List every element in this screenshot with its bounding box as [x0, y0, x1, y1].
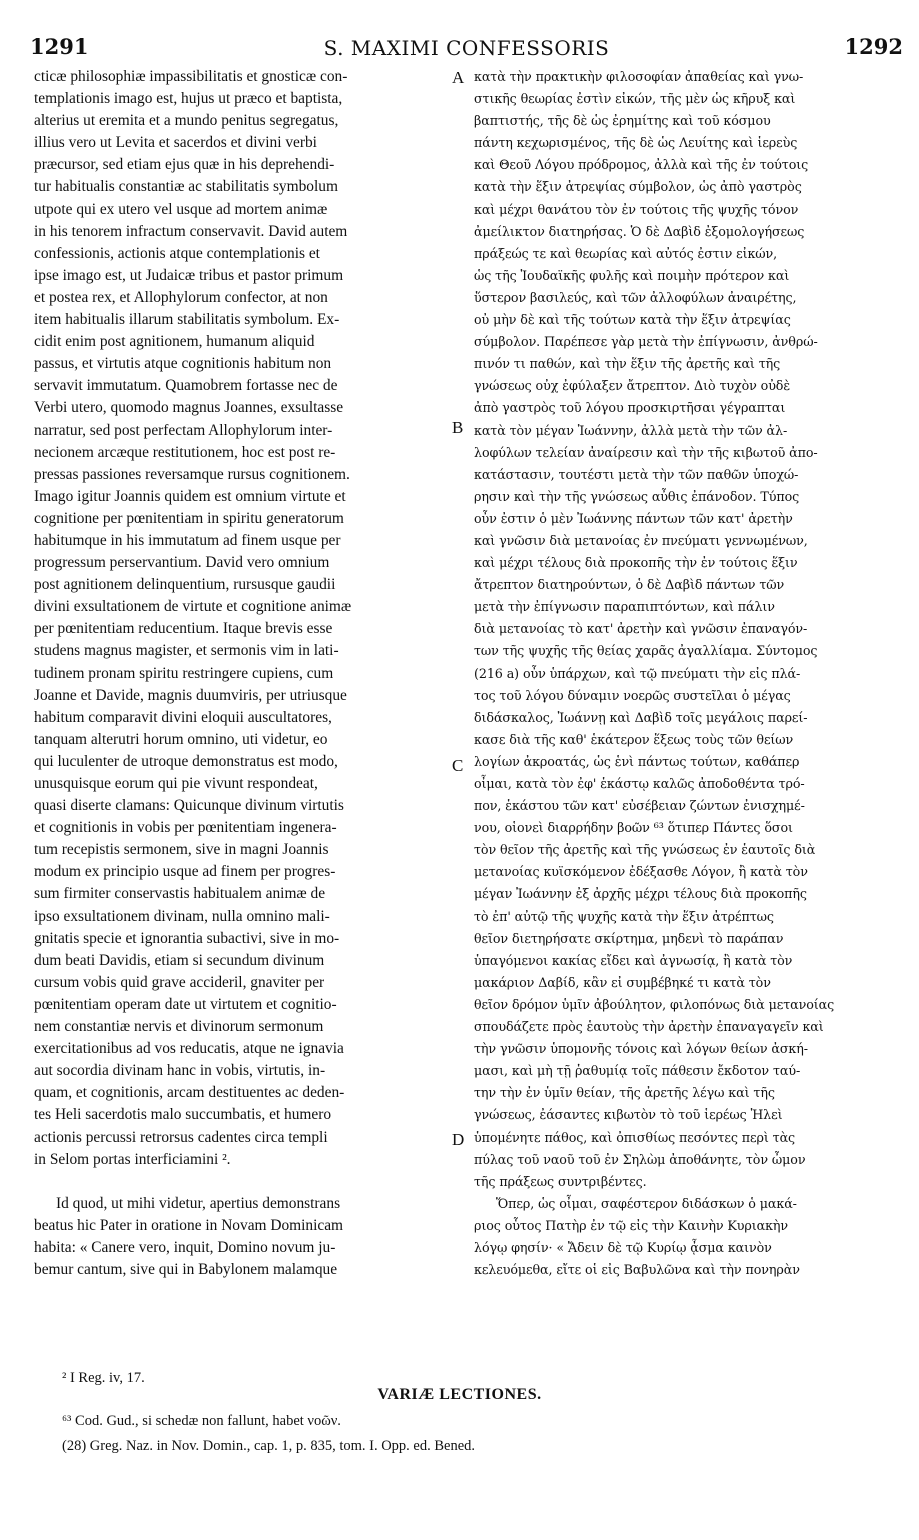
- latin-text-line: Verbi utero, quomodo magnus Joannes, exsultasse: [34, 399, 344, 417]
- greek-text-line: οὐ μὴν δὲ καὶ τῆς τούτων κατὰ τὴν ἕξιν ἀτρεψίας: [474, 312, 791, 328]
- running-header: [30, 34, 903, 66]
- greek-text-line: πράξεώς τε καὶ θεωρίας καὶ αὐτός ἐστιν εἰκών,: [474, 245, 778, 261]
- latin-text-line: cursum vobis quid grave accideril, gnaviter per: [34, 973, 325, 991]
- latin-text-line: tanquam alterutri horum omnino, uti videtur, eo: [34, 730, 328, 748]
- greek-text-line: σπουδάζετε πρὸς ἑαυτοὺς τὴν ἀρετὴν ἐπαναγαγεῖν καὶ: [474, 1019, 824, 1035]
- latin-text-line: progressum perservantium. David vero omnium: [34, 554, 330, 572]
- greek-text-line: λογίων ἀκροατάς, ὡς ἑνὶ πάντως τούτων, καθάπερ: [474, 753, 800, 769]
- paragraph-gap: [34, 1171, 456, 1193]
- latin-text-line: cidit enim post agnitionem, humanum aliquid: [34, 333, 315, 351]
- greek-text-line: μέγαν Ἰωάννην ἐξ ἀρχῆς μέχρι τέλους διὰ προκοπῆς: [474, 886, 807, 902]
- latin-text-line: necionem arcæque restitutionem, hoc est post re-: [34, 443, 336, 461]
- greek-text-line: διδάσκαλος, Ἰωάννῃ καὶ Δαβὶδ τοῖς μεγάλοις παρεί-: [474, 709, 808, 725]
- latin-text-line: habita: « Canere vero, inquit, Domino novum ju-: [34, 1238, 336, 1256]
- greek-text-line: κελευόμεθα, εἴτε οἱ εἰς Βαβυλῶνα καὶ τὴν πονηρὰν: [474, 1262, 800, 1278]
- latin-text-line: tum recepistis sermonem, sive in magni Joannis: [34, 841, 329, 859]
- margin-marker-d: D: [452, 1130, 465, 1149]
- latin-text-line: habitumque in his immutatum ad finem usque per: [34, 531, 341, 549]
- greek-text-line: ἀπὸ γαστρὸς τοῦ λόγου προσκιρτῆσαι γέγραπται: [474, 400, 786, 416]
- greek-text-line: σύμβολον. Παρέπεσε γὰρ μετὰ τὴν ἐπίγνωσιν, ἀνθρώ-: [474, 334, 818, 350]
- greek-text-line: πύλας τοῦ ναοῦ τοῦ ἐν Σηλὼμ ἀποθάνητε, τὸν ὦμον: [474, 1151, 806, 1167]
- greek-text-line: βαπτιστής, τῆς δὲ ὡς ἐρημίτης καὶ τοῦ κόσμου: [474, 113, 771, 129]
- greek-text-line: λόγῳ φησίν· « Ἄδειν δὲ τῷ Κυρίῳ ᾆσμα καινὸν: [474, 1239, 772, 1255]
- latin-text-line: pressas passiones reversamque rursus cognitionem.: [34, 465, 350, 483]
- latin-text-line: per pœnitentiam reducentium. Itaque brevis esse: [34, 620, 333, 638]
- greek-text-line: κατὰ τὴν πρακτικὴν φιλοσοφίαν ἀπαθείας καὶ γνω-: [474, 69, 804, 84]
- latin-text-line: et cognitionis in vobis per pœnitentiam ingenera-: [34, 819, 337, 837]
- footnote: ² I Reg. iv, 17.: [62, 1370, 145, 1386]
- greek-text-line: κατάστασιν, τουτέστι μετὰ τὴν τῶν παθῶν ὑποχώ-: [474, 466, 799, 482]
- latin-text-line: bemur cantum, sive qui in Babylonem malamque: [34, 1260, 338, 1278]
- greek-text-line: λοφύλων τελείαν ἀναίρεσιν καὶ τὴν τῆς κιβωτοῦ ἀπο-: [474, 444, 818, 460]
- latin-text-line: servavit immutatum. Quamobrem fortasse nec de: [34, 377, 338, 395]
- latin-text-line: unusquisque eorum qui pie vivunt respondeat,: [34, 775, 318, 792]
- latin-text-line: passus, et virtutis atque cognitionis habitum non: [34, 355, 332, 373]
- variant-reading-63: ⁶³ Cod. Gud., si schedæ non fallunt, habet νοῶν.: [62, 1413, 341, 1429]
- latin-text-line: actionis percussi retrorsus cadentes circa templi: [34, 1128, 328, 1146]
- latin-text-line: item habitualis illarum stabilitatis symbolum. Ex-: [34, 311, 340, 329]
- greek-text-line: ὑπαγόμενοι κακίας εἴδει καὶ ἀγνωσίᾳ, ἢ κατὰ τὸν: [474, 952, 793, 968]
- greek-text-line: πάντη κεχωρισμένος, τῆς δὲ ὡς Λευίτης καὶ ἱερεὺς: [474, 135, 798, 151]
- variae-lectiones-title: VARIÆ LECTIONES.: [377, 1386, 542, 1403]
- variant-reading-28: (28) Greg. Naz. in Nov. Domin., cap. 1, p. 835, tom. I. Opp. ed. Bened.: [62, 1438, 476, 1454]
- running-title: S. MAXIMI CONFESSORIS: [323, 36, 610, 60]
- greek-text-line: θεῖον δρόμον ὑμῖν ἀβούλητον, φιλοπόνως διὰ μετανοίας: [474, 996, 835, 1012]
- greek-text-line: κασε διὰ τῆς καθ' ἑκάτερον ἕξεως τοὺς τῶν θείων: [474, 731, 794, 747]
- latin-text-line: templationis imago est, hujus ut præco et baptista,: [34, 90, 343, 108]
- greek-text-line: ὑπομένητε πάθος, καὶ ὀπισθίως πεσόντες περὶ τὰς: [474, 1129, 796, 1145]
- greek-text-line: Ὅπερ, ὡς οἶμαι, σαφέστερον διδάσκων ὁ μακά-: [496, 1195, 797, 1211]
- latin-text-line: beatus hic Pater in oratione in Novam Dominicam: [34, 1216, 344, 1234]
- latin-text-line: gnitatis specie et ignorantia subactivi, sive in mo-: [34, 929, 340, 947]
- latin-text-line: alterius ut eremita et a mundo penitus segregatus,: [34, 112, 339, 130]
- latin-text-line: cticæ philosophiæ impassibilitatis et gnosticæ con-: [34, 68, 348, 85]
- latin-text-line: ipse imago est, ut Judaicæ tribus et pastor primum: [34, 266, 344, 284]
- greek-text-line: τὸν θεῖον τῆς ἀρετῆς καὶ τῆς γνώσεως ἐν ἑαυτοῖς διὰ: [474, 842, 816, 858]
- greek-text-line: πον, ἑκάστου τῶν κατ' εὐσέβειαν ζώντων ἐνισχημέ-: [474, 798, 805, 814]
- greek-text-line: τὴν γνῶσιν ὑπομονῆς τόνοις καὶ λόγων θείων ἀσκή-: [474, 1041, 808, 1057]
- greek-text-line: τος τοῦ λόγου δύναμιν νοερῶς συστεῖλαι ὁ μέγας: [474, 687, 791, 703]
- latin-text-line: divini exsultationem de virtute et cognitione animæ: [34, 598, 352, 616]
- greek-text-line: κατὰ τὸν μέγαν Ἰωάννην, ἀλλὰ μετὰ τὴν τῶν ἀλ-: [474, 422, 788, 438]
- greek-text-line: γνώσεως, ἐάσαντες κιβωτὸν τὸ τοῦ ἱερέως Ἠλεὶ: [474, 1107, 783, 1123]
- greek-text-line: καὶ μέχρι θανάτου τὸν ἐν τούτοις τῆς ψυχῆς τόνον: [474, 201, 799, 217]
- greek-text-line: πινόν τι παθών, καὶ τὴν ἕξιν τῆς ἀρετῆς καὶ τῆς: [474, 356, 781, 372]
- page-number-right: 1292: [844, 34, 903, 59]
- greek-text-line: (216 a) οὖν ὑπάρχων, καὶ τῷ πνεύματι τὴν εἰς πλά-: [474, 665, 801, 681]
- latin-text-line: tur habitualis constantiæ ac stabilitatis symbolum: [34, 178, 338, 196]
- latin-text-line: quasi diserte clamans: Quicunque divinum virtutis: [34, 797, 344, 815]
- greek-text-line: τὸ ἐπ' αὐτῷ τῆς ψυχῆς κατὰ τὴν ἕξιν ἀτρέπτως: [474, 908, 774, 924]
- greek-text-line: κατὰ τὴν ἕξιν ἀτρεψίας σύμβολον, ὡς ἀπὸ γαστρὸς: [474, 179, 802, 195]
- greek-text-line: καὶ Θεοῦ Λόγου πρόδρομος, ἀλλὰ καὶ τῆς ἐν τούτοις: [474, 157, 809, 173]
- greek-text-line: καὶ μέχρι τέλους διὰ προκοπῆς τὴν ἐν τούτοις ἕξιν: [474, 555, 798, 571]
- greek-text-line: στικῆς θεωρίας ἐστὶν εἰκών, τῆς μὲν ὡς κῆρυξ καὶ: [474, 91, 796, 107]
- margin-marker-b: B: [452, 418, 464, 437]
- greek-column: [474, 66, 908, 1281]
- greek-text-line: ὕστερον βασιλεύς, καὶ τῶν ἀλλοφύλων ἀναιρέτης,: [474, 289, 797, 305]
- greek-text-line: ρησιν καὶ τὴν τῆς γνώσεως αὖθις ἐπάνοδον. Τύπος: [474, 488, 800, 504]
- latin-text-line: tes Heli sacerdotis malo succumbatis, et humero: [34, 1106, 332, 1124]
- latin-text-line: narratur, sed post perfectam Allophylorum inter-: [34, 421, 333, 439]
- latin-text-line: exercitationibus ad vos reducatis, atque ne ignavia: [34, 1040, 344, 1058]
- latin-text-line: qui luculenter de utroque demonstratus est modo,: [34, 752, 338, 770]
- latin-text-line: ipso exsultationem divinam, nulla omnino mali-: [34, 907, 330, 925]
- latin-text-line: habitum comparavit divini eloquii auscultatores,: [34, 708, 332, 726]
- latin-text-line: Id quod, ut mihi videtur, apertius demonstrans: [56, 1194, 341, 1212]
- page-number-left: 1291: [30, 34, 89, 59]
- greek-text-line: διὰ μετανοίας τὸ κατ' ἀρετὴν καὶ γνῶσιν ἐπαναγόν-: [474, 621, 808, 637]
- latin-text-line: quam, et cognitionis, arcam destituentes ac deden-: [34, 1084, 345, 1102]
- latin-column: [34, 66, 456, 1281]
- latin-text-line: Joanne et Davide, magnis duumviris, per utriusque: [34, 686, 347, 704]
- latin-text-line: aut socordia divinam hanc in vobis, virtutis, in-: [34, 1062, 326, 1080]
- greek-text-line: την τὴν ἐν ὑμῖν θείαν, τῆς ἀρετῆς λέγω καὶ τῆς: [474, 1085, 775, 1101]
- latin-text-line: tudinem pronam spiritu restringere cupiens, cum: [34, 664, 334, 682]
- greek-text-line: ὡς τῆς Ἰουδαϊκῆς φυλῆς καὶ ποιμὴν πρότερον καὶ: [474, 267, 790, 283]
- latin-text-line: nem constantiæ nervis et divinorum sermonum: [34, 1018, 324, 1036]
- latin-text-line: præcursor, sed etiam ejus quæ in his deprehendi-: [34, 156, 335, 174]
- greek-text-line: καὶ γνῶσιν διὰ μετανοίας ἐν πνεύματι γεννωμένων,: [474, 532, 808, 548]
- latin-text-line: in his tenorem infractum conservavit. David autem: [34, 222, 348, 240]
- greek-text-line: μετανοίας κυϊσκόμενον ἐδέξασθε Λόγον, ἢ κατὰ τὸν: [474, 864, 808, 880]
- latin-text-line: illius vero ut Levita et sacerdos et divini verbi: [34, 134, 317, 152]
- greek-text-line: νου, οἱονεὶ διαρρήδην βοῶν ⁶³ ὅτιπερ Πάντες ὅσοι: [474, 820, 793, 836]
- greek-text-line: οὖν ἐστιν ὁ μὲν Ἰωάννης πάντων τῶν κατ' ἀρετὴν: [474, 510, 793, 526]
- greek-text-line: τῆς πράξεως συντριβέντες.: [474, 1173, 647, 1189]
- latin-text-line: post agnitionem delinquentium, rursusque gaudii: [34, 576, 336, 594]
- latin-text-line: utpote qui ex utero vel usque ad mortem animæ: [34, 200, 328, 218]
- greek-text-line: μακάριον Δαβίδ, κἂν εἰ συμβέβηκέ τι κατὰ τὸν: [474, 974, 771, 990]
- greek-text-line: οἶμαι, κατὰ τὸν ἐφ' ἑκάστῳ καλῶς ἀποδοθέντα τρό-: [474, 776, 805, 791]
- latin-text-line: dum beati Davidis, etiam si secundum divinum: [34, 951, 325, 969]
- latin-text-line: Imago igitur Joannis quidem est omnium virtute et: [34, 487, 346, 505]
- latin-text-line: studens magnus magister, et sermonis vim in lati-: [34, 642, 339, 660]
- greek-text-line: μασι, καὶ μὴ τῇ ῥαθυμίᾳ τοῖς πάθεσιν ἔκδοτον ταύ-: [474, 1063, 801, 1079]
- latin-text-line: pœnitentiam operam date ut virtutem et cognitio-: [34, 995, 337, 1013]
- latin-text-line: sum firmiter conservastis habitualem animæ de: [34, 885, 326, 903]
- greek-text-line: ριος οὗτος Πατὴρ ἐν τῷ εἰς τὴν Καινὴν Κυριακὴν: [474, 1217, 789, 1233]
- latin-text-line: confessionis, actionis atque contemplationis et: [34, 244, 320, 262]
- latin-text-line: in Selom portas interficiamini ².: [34, 1150, 231, 1168]
- margin-marker-c: C: [452, 756, 464, 775]
- latin-text-line: cognitione per pœnitentiam in spiritu generatorum: [34, 509, 344, 527]
- greek-text-line: ἄτρεπτον διατηρούντων, ὁ δὲ Δαβὶδ πάντων τῶν: [474, 577, 785, 593]
- greek-text-line: θεῖον διετηρήσατε σκίρτημα, μηδενὶ τὸ παράπαν: [474, 930, 784, 946]
- greek-text-line: μετὰ τὴν ἐπίγνωσιν παραπιπτόντων, καὶ πάλιν: [474, 599, 775, 615]
- greek-text-line: των τῆς ψυχῆς τῆς θείας χαρᾶς ἀγαλλίαμα. Σύντομος: [474, 643, 818, 659]
- latin-text-line: et postea rex, et Allophylorum confector, at non: [34, 288, 328, 306]
- greek-text-line: ἀμείλικτον διατηρήσας. Ὁ δὲ Δαβὶδ ἐξομολογήσεως: [474, 223, 805, 239]
- latin-text-line: modum ex principio usque ad finem per progres-: [34, 863, 336, 881]
- greek-text-line: γνώσεως οὐχ ἐφύλαξεν ἄτρεπτον. Διὸ τυχὸν οὐδὲ: [474, 378, 791, 394]
- margin-marker-a: A: [452, 68, 465, 87]
